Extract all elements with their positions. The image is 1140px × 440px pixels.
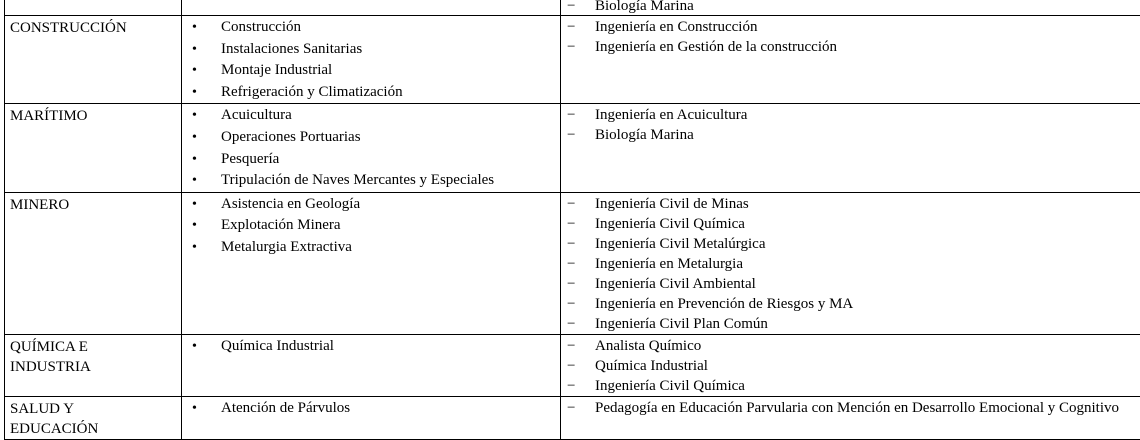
table-row bbox=[5, 192, 1140, 334]
list-item: − Biología Marina bbox=[561, 0, 1140, 15]
list-item: • Construcción bbox=[182, 17, 560, 39]
list-item: − Analista Químico bbox=[561, 336, 1140, 356]
area-cell bbox=[5, 0, 182, 16]
list-item: − Ingeniería en Gestión de la construcción bbox=[561, 37, 1140, 57]
careers-cell bbox=[561, 104, 1140, 192]
table-row bbox=[5, 334, 1140, 396]
specialties-cell bbox=[182, 396, 561, 439]
list-item: • Operaciones Portuarias bbox=[182, 127, 560, 149]
area-label-line: QUÍMICA E bbox=[10, 338, 88, 355]
list-item: • Química Industrial bbox=[182, 336, 560, 358]
specialties-cell bbox=[182, 192, 561, 334]
careers-list bbox=[561, 0, 1140, 15]
area-cell bbox=[5, 192, 182, 334]
list-item: − Ingeniería en Acuicultura bbox=[561, 105, 1140, 125]
careers-list bbox=[561, 16, 1140, 57]
specialties-cell bbox=[182, 334, 561, 396]
careers-list bbox=[561, 397, 1140, 418]
careers-cell bbox=[561, 16, 1140, 104]
list-item: • Instalaciones Sanitarias bbox=[182, 39, 560, 61]
list-item: − Biología Marina bbox=[561, 125, 1140, 145]
list-item: − Ingeniería en Prevención de Riesgos y MA bbox=[561, 294, 1140, 314]
list-item: • Atención de Párvulos bbox=[182, 398, 560, 420]
area-label: MINERO bbox=[10, 196, 70, 213]
list-item: − Ingeniería en Metalurgia bbox=[561, 254, 1140, 274]
area-label-line: SALUD Y bbox=[10, 400, 75, 417]
area-label-line: INDUSTRIA bbox=[10, 358, 91, 375]
area-label-line: EDUCACIÓN bbox=[10, 420, 99, 437]
area-cell bbox=[5, 16, 182, 104]
list-item: • Montaje Industrial bbox=[182, 60, 560, 82]
specialties-cell bbox=[182, 0, 561, 16]
list-item: • Acuicultura bbox=[182, 105, 560, 127]
list-item: − Ingeniería Civil Metalúrgica bbox=[561, 234, 1140, 254]
careers-list bbox=[561, 193, 1140, 334]
area-label: MARÍTIMO bbox=[10, 108, 88, 125]
area-cell bbox=[5, 396, 182, 439]
specialties-list bbox=[182, 397, 560, 420]
list-item: • Metalurgia Extractiva bbox=[182, 237, 560, 259]
list-item: • Tripulación de Naves Mercantes y Especiales bbox=[182, 170, 560, 192]
list-item: − Ingeniería Civil Plan Común bbox=[561, 314, 1140, 334]
specialties-list bbox=[182, 335, 560, 358]
table-row bbox=[5, 16, 1140, 104]
table-row bbox=[5, 396, 1140, 439]
careers-cell bbox=[561, 334, 1140, 396]
careers-table bbox=[4, 0, 1140, 440]
table-row bbox=[5, 104, 1140, 192]
area-cell bbox=[5, 104, 182, 192]
careers-list bbox=[561, 104, 1140, 145]
area-label bbox=[5, 397, 181, 439]
list-item: − Ingeniería Civil Química bbox=[561, 376, 1140, 396]
area-cell bbox=[5, 334, 182, 396]
list-item: − Química Industrial bbox=[561, 356, 1140, 376]
area-label bbox=[5, 335, 181, 377]
area-label: CONSTRUCCIÓN bbox=[10, 20, 127, 36]
table-row bbox=[5, 0, 1140, 16]
careers-cell bbox=[561, 192, 1140, 334]
careers-list bbox=[561, 335, 1140, 396]
list-item: − Ingeniería en Construcción bbox=[561, 17, 1140, 37]
specialties-list bbox=[182, 193, 560, 259]
list-item: • Asistencia en Geología bbox=[182, 194, 560, 216]
list-item: − Ingeniería Civil Química bbox=[561, 214, 1140, 234]
specialties-list bbox=[182, 16, 560, 103]
list-item: − Pedagogía en Educación Parvularia con Mención en Desarrollo Emocional y Cognitivo bbox=[561, 398, 1140, 418]
list-item: • Refrigeración y Climatización bbox=[182, 82, 560, 104]
list-item: • Explotación Minera bbox=[182, 215, 560, 237]
list-item: − Ingeniería Civil de Minas bbox=[561, 194, 1140, 214]
careers-cell bbox=[561, 0, 1140, 16]
careers-cell bbox=[561, 396, 1140, 439]
specialties-list bbox=[182, 104, 560, 191]
list-item: − Ingeniería Civil Ambiental bbox=[561, 274, 1140, 294]
specialties-cell bbox=[182, 104, 561, 192]
list-item: • Pesquería bbox=[182, 149, 560, 171]
specialties-cell bbox=[182, 16, 561, 104]
